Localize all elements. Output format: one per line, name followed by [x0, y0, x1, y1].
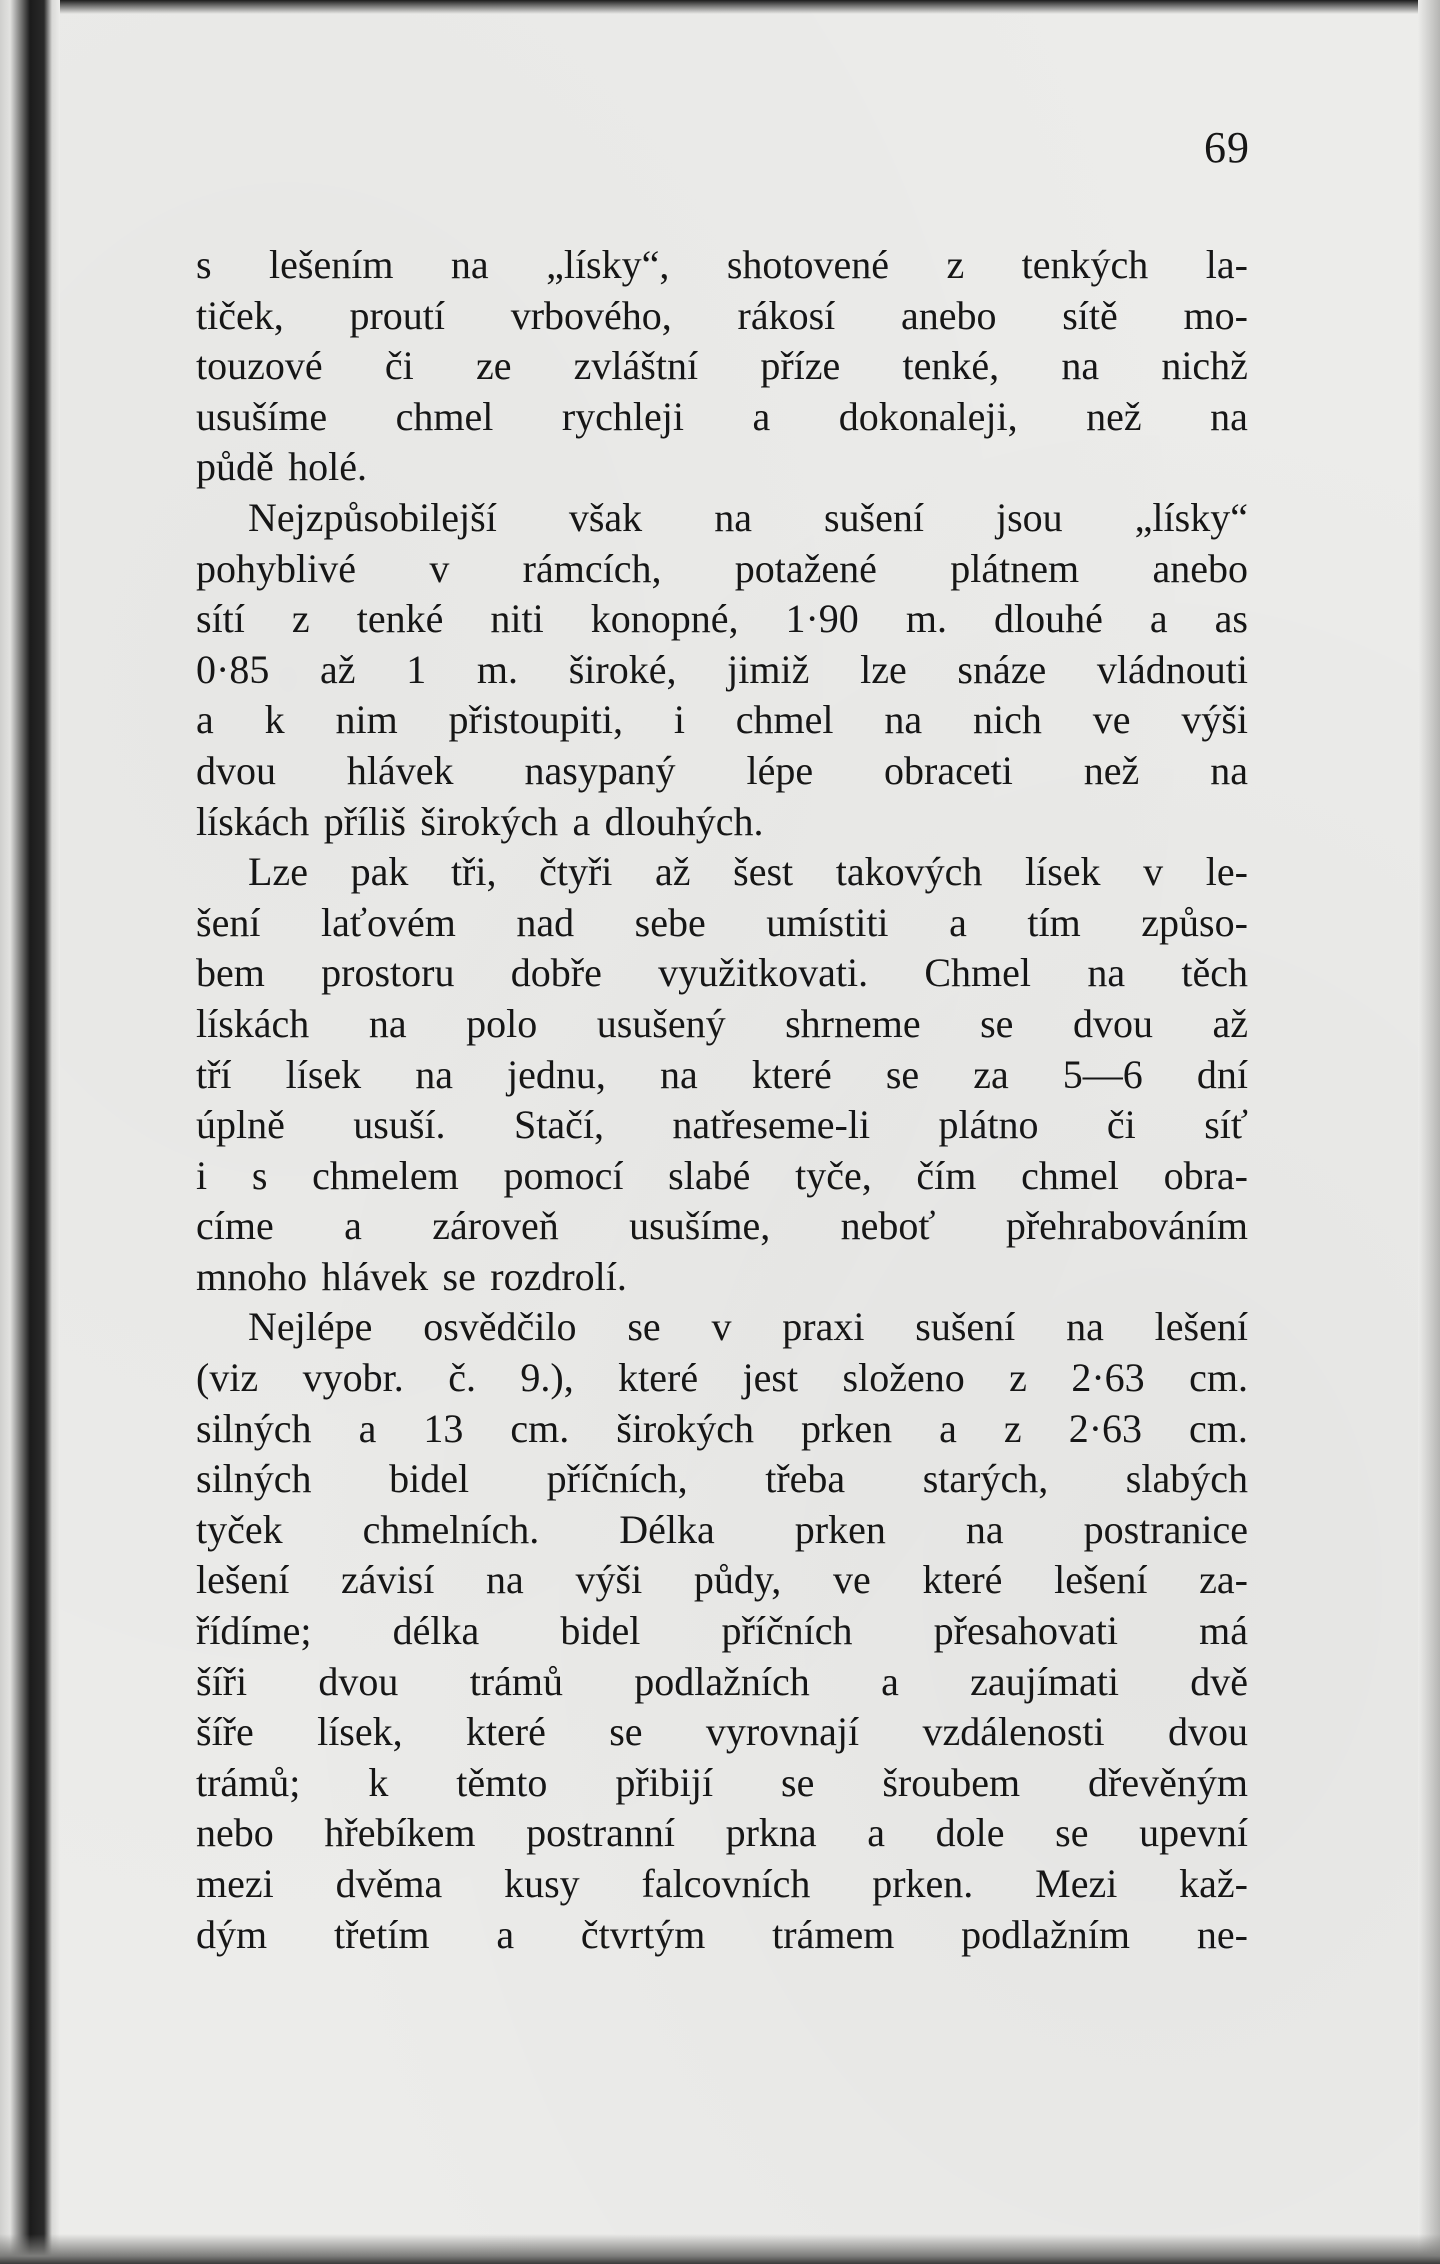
- word: Mezi: [1035, 1861, 1118, 1906]
- word: a: [939, 1405, 957, 1451]
- word: takových: [835, 849, 983, 895]
- word: nad: [516, 899, 575, 945]
- word: lze: [860, 646, 907, 692]
- word: závisí: [341, 1557, 435, 1603]
- word: dlouhých.: [604, 798, 764, 844]
- word: širokých: [420, 798, 559, 844]
- word: a: [358, 1405, 377, 1451]
- word: tenké: [356, 596, 444, 642]
- word: kaž-: [1179, 1861, 1248, 1906]
- word: címe: [196, 1203, 274, 1249]
- word: mnoho: [196, 1253, 308, 1299]
- word: niti: [490, 596, 544, 642]
- word: vyobr.: [302, 1355, 404, 1401]
- word: praxi: [782, 1304, 865, 1350]
- text-line: [196, 493, 1248, 544]
- word: cm.: [510, 1405, 570, 1451]
- word: 2·63: [1068, 1405, 1143, 1451]
- word: dvou: [1072, 1000, 1153, 1046]
- text-line: [196, 1707, 1248, 1758]
- page-top-shadow: [0, 0, 1440, 14]
- word: přistoupiti,: [448, 697, 623, 743]
- word: obra-: [1163, 1152, 1248, 1198]
- word: osvědčilo: [423, 1304, 577, 1350]
- word: složeno: [842, 1355, 965, 1401]
- word: které: [465, 1709, 546, 1755]
- word: šest: [733, 849, 794, 895]
- word: dřevěným: [1088, 1759, 1248, 1805]
- word: na: [1066, 1304, 1104, 1350]
- word: silných: [196, 1456, 312, 1502]
- word: tyček: [196, 1506, 283, 1552]
- word: č.: [448, 1355, 476, 1401]
- word: z: [1003, 1405, 1022, 1451]
- word: až: [320, 646, 356, 692]
- word: tiček,: [196, 292, 284, 338]
- word: obraceti: [884, 747, 1013, 793]
- word: (viz: [196, 1355, 259, 1401]
- word: z: [1009, 1355, 1027, 1401]
- word: Chmel: [924, 950, 1032, 996]
- word: lísek: [1024, 849, 1101, 895]
- word: 2·63: [1071, 1355, 1145, 1401]
- word: mezi: [196, 1861, 274, 1906]
- word: tři,: [450, 849, 497, 895]
- page-number: 69: [1204, 123, 1250, 172]
- word: hřebíkem: [324, 1810, 476, 1856]
- word: v: [711, 1304, 732, 1350]
- word: se: [1055, 1810, 1089, 1856]
- word: a: [752, 393, 771, 439]
- word: délka: [392, 1608, 480, 1654]
- word: dvou: [1167, 1709, 1248, 1755]
- word: proutí: [349, 292, 445, 338]
- word: cm.: [1189, 1355, 1248, 1401]
- word: rákosí: [737, 292, 836, 338]
- word: z: [946, 242, 965, 287]
- word: k: [264, 697, 285, 743]
- word: i: [673, 697, 685, 743]
- word: starých,: [922, 1456, 1049, 1502]
- text-line: [196, 544, 1248, 595]
- word: usušíme,: [629, 1203, 771, 1249]
- word: se: [980, 1000, 1014, 1046]
- word: „lísky“: [1134, 494, 1248, 540]
- word: shotovené: [726, 242, 890, 287]
- word: sítí: [196, 596, 245, 642]
- text-line: [196, 1910, 1248, 1961]
- word: podlažním: [961, 1911, 1131, 1957]
- word: příze: [760, 343, 841, 389]
- word: jimiž: [727, 646, 810, 692]
- word: zvláštní: [573, 343, 699, 389]
- word: ve: [833, 1557, 871, 1603]
- word: dlouhé: [993, 596, 1103, 642]
- word: na: [486, 1557, 524, 1603]
- body-text: [196, 240, 1248, 1960]
- word: lískách: [196, 798, 310, 844]
- word: které: [751, 1051, 832, 1097]
- word: vládnouti: [1096, 646, 1248, 692]
- word: m.: [476, 646, 519, 692]
- word: upevní: [1139, 1810, 1248, 1856]
- word: prken.: [872, 1861, 974, 1906]
- word: lešení: [1054, 1557, 1148, 1603]
- word: plátno: [938, 1102, 1039, 1148]
- text-line: [196, 1606, 1248, 1657]
- word: jest: [742, 1355, 799, 1401]
- word: výši: [1181, 697, 1248, 743]
- word: neboť: [840, 1203, 936, 1249]
- word: nich: [972, 697, 1042, 743]
- word: z: [291, 596, 310, 642]
- word: se: [627, 1304, 661, 1350]
- word: lísek: [285, 1051, 362, 1097]
- word: dole: [935, 1810, 1005, 1856]
- word: usuší.: [353, 1102, 446, 1148]
- text-line: [196, 1859, 1248, 1910]
- book-spine-edge: [0, 0, 60, 2264]
- text-line: [196, 341, 1248, 392]
- word: chmelních.: [362, 1506, 540, 1552]
- word: dní: [1196, 1051, 1248, 1097]
- word: šení: [196, 899, 261, 945]
- word: „lísky“,: [546, 242, 670, 287]
- word: bem: [196, 950, 265, 996]
- word: Stačí,: [513, 1102, 604, 1148]
- word: anebo: [1152, 545, 1248, 591]
- word: čím: [916, 1152, 977, 1198]
- word: příliš: [323, 798, 406, 844]
- word: Nejzpůsobilejší: [248, 494, 497, 540]
- word: šíře: [196, 1709, 254, 1755]
- word: 5—6: [1062, 1051, 1143, 1097]
- word: k: [368, 1759, 389, 1805]
- word: lešení: [196, 1557, 290, 1603]
- word: se: [442, 1253, 476, 1299]
- word: řídíme;: [196, 1608, 312, 1654]
- word: lešením: [269, 242, 394, 287]
- text-line: [196, 746, 1248, 797]
- word: však: [568, 494, 643, 540]
- text-line: [196, 1808, 1248, 1859]
- word: na: [659, 1051, 698, 1097]
- word: které: [922, 1557, 1003, 1603]
- word: půdě: [196, 444, 274, 490]
- word: anebo: [901, 292, 997, 338]
- word: nasypaný: [524, 747, 676, 793]
- word: touzové: [196, 343, 323, 389]
- text-line: [196, 1404, 1248, 1455]
- word: lískách: [196, 1000, 310, 1046]
- word: hlávek: [321, 1253, 429, 1299]
- text-line: [196, 1758, 1248, 1809]
- word: tím: [1027, 899, 1081, 945]
- word: třetím: [333, 1911, 430, 1957]
- word: la-: [1205, 242, 1248, 287]
- text-line: [196, 1353, 1248, 1404]
- text-line: [196, 695, 1248, 746]
- text-line: [196, 1151, 1248, 1202]
- word: bidel: [389, 1456, 470, 1502]
- word: těmto: [456, 1759, 548, 1805]
- word: falcovních: [641, 1861, 811, 1906]
- text-line: [196, 240, 1248, 291]
- word: úplně: [196, 1102, 285, 1148]
- word: se: [609, 1709, 643, 1755]
- word: trámů: [469, 1658, 563, 1704]
- word: zároveň: [432, 1203, 559, 1249]
- text-line: [196, 1201, 1248, 1252]
- word: a: [881, 1658, 899, 1704]
- word: pohyblivé: [196, 545, 356, 591]
- word: rychleji: [561, 393, 685, 439]
- word: výši: [575, 1557, 643, 1603]
- word: v: [429, 545, 450, 591]
- word: ze: [475, 343, 512, 389]
- word: či: [384, 343, 414, 389]
- word: se: [781, 1759, 815, 1805]
- word: za: [973, 1051, 1009, 1097]
- word: než: [1086, 393, 1142, 439]
- word: zaujímati: [970, 1658, 1119, 1704]
- word: má: [1199, 1608, 1248, 1654]
- word: nichž: [1161, 343, 1248, 389]
- word: natřeseme-li: [672, 1102, 871, 1148]
- word: 1·90: [785, 596, 859, 642]
- word: 1: [406, 646, 427, 692]
- page-bottom-edge: [0, 2234, 1440, 2264]
- word: prostoru: [321, 950, 455, 996]
- word: dobře: [510, 950, 602, 996]
- word: trámů;: [196, 1759, 301, 1805]
- text-line: [196, 1454, 1248, 1505]
- word: a: [196, 697, 214, 743]
- word: vrbového,: [510, 292, 672, 338]
- word: širokých: [616, 1405, 755, 1451]
- word: přesahovati: [933, 1608, 1119, 1654]
- word: dým: [196, 1911, 268, 1957]
- word: umístiti: [766, 899, 889, 945]
- word: sebe: [634, 899, 706, 945]
- text-line: [196, 1050, 1248, 1101]
- text-line: [196, 1505, 1248, 1556]
- word: a: [344, 1203, 362, 1249]
- word: a: [867, 1810, 886, 1856]
- page-right-edge: [1418, 0, 1440, 2264]
- text-line: [196, 1302, 1248, 1353]
- word: a: [949, 899, 967, 945]
- word: silných: [196, 1405, 312, 1451]
- word: usušený: [596, 1000, 726, 1046]
- word: půdy,: [693, 1557, 782, 1603]
- word: na: [1061, 343, 1100, 389]
- word: tyče,: [795, 1152, 872, 1198]
- word: na: [1210, 393, 1248, 439]
- word: a: [1149, 596, 1168, 642]
- word: jednu,: [507, 1051, 606, 1097]
- text-line: [196, 847, 1248, 898]
- word: mo-: [1183, 292, 1248, 338]
- word: pomocí: [503, 1152, 624, 1198]
- word: chmel: [395, 393, 494, 439]
- word: Nejlépe: [248, 1304, 373, 1350]
- word: as: [1214, 596, 1248, 642]
- word: holé.: [288, 444, 368, 490]
- word: či: [1106, 1102, 1136, 1148]
- word: vyrovnají: [705, 1709, 860, 1755]
- word: třeba: [765, 1456, 846, 1502]
- word: až: [1212, 1000, 1248, 1046]
- word: prken: [794, 1506, 886, 1552]
- word: sušení: [823, 494, 924, 540]
- word: nebo: [196, 1810, 274, 1856]
- word: využitkovati.: [658, 950, 869, 996]
- word: které: [618, 1355, 699, 1401]
- word: šíři: [196, 1658, 248, 1704]
- text-line: [196, 594, 1248, 645]
- word: nim: [335, 697, 398, 743]
- word: se: [885, 1051, 920, 1097]
- word: na: [368, 1000, 407, 1046]
- word: na: [1210, 747, 1248, 793]
- word: m.: [905, 596, 947, 642]
- word: čtyři: [539, 849, 613, 895]
- text-line: [196, 291, 1248, 342]
- word: 0·85: [196, 646, 270, 692]
- word: s: [251, 1152, 268, 1198]
- word: Délka: [619, 1506, 715, 1552]
- word: postranice: [1083, 1506, 1248, 1552]
- word: chmelem: [312, 1152, 459, 1198]
- word: na: [884, 697, 923, 743]
- text-line: [196, 1555, 1248, 1606]
- word: v: [1143, 849, 1164, 895]
- text-line: [196, 797, 1248, 848]
- word: jsou: [995, 494, 1063, 540]
- word: síť: [1204, 1102, 1248, 1148]
- word: na: [1087, 950, 1126, 996]
- word: a: [496, 1911, 515, 1957]
- word: podlažních: [634, 1658, 810, 1704]
- word: až: [655, 849, 691, 895]
- word: způso-: [1141, 899, 1248, 945]
- word: s: [196, 242, 212, 287]
- word: potažené: [734, 545, 877, 591]
- word: 13: [423, 1405, 464, 1451]
- word: na: [415, 1051, 453, 1097]
- word: než: [1083, 747, 1140, 793]
- word: pak: [350, 849, 409, 895]
- word: a: [572, 798, 591, 844]
- text-line: [196, 392, 1248, 443]
- word: snáze: [957, 646, 1047, 692]
- word: konopné,: [590, 596, 739, 642]
- word: ne-: [1196, 1911, 1248, 1957]
- text-line: [196, 1252, 1248, 1303]
- word: lísek,: [317, 1709, 403, 1755]
- word: příčních,: [546, 1456, 688, 1502]
- word: laťovém: [320, 899, 456, 945]
- word: sušení: [915, 1304, 1016, 1350]
- word: šroubem: [882, 1759, 1021, 1805]
- word: dvou: [318, 1658, 399, 1704]
- word: bidel: [560, 1608, 641, 1654]
- word: tenkých: [1021, 242, 1149, 287]
- word: plátnem: [950, 545, 1080, 591]
- word: rozdrolí.: [490, 1253, 627, 1299]
- word: čtvrtým: [580, 1911, 706, 1957]
- word: le-: [1205, 849, 1248, 895]
- word: polo: [466, 1000, 538, 1046]
- word: vzdálenosti: [922, 1709, 1105, 1755]
- word: prkna: [725, 1810, 817, 1856]
- word: hlávek: [346, 747, 454, 793]
- word: tenké,: [902, 343, 1000, 389]
- word: přibijí: [615, 1759, 714, 1805]
- word: dvě: [1190, 1658, 1248, 1704]
- word: slabé: [668, 1152, 751, 1198]
- word: slabých: [1125, 1456, 1248, 1502]
- word: dokonaleji,: [838, 393, 1018, 439]
- text-line: [196, 948, 1248, 999]
- word: prken: [801, 1405, 893, 1451]
- word: kusy: [504, 1861, 580, 1906]
- text-line: [196, 1100, 1248, 1151]
- word: cm.: [1189, 1405, 1248, 1451]
- word: dvěma: [335, 1861, 443, 1906]
- word: lépe: [746, 747, 814, 793]
- word: ve: [1092, 697, 1131, 743]
- word: sítě: [1062, 292, 1118, 338]
- word: i: [196, 1152, 208, 1198]
- word: 9.),: [520, 1355, 574, 1401]
- word: postranní: [526, 1810, 675, 1856]
- word: na: [450, 242, 489, 287]
- text-line: [196, 645, 1248, 696]
- word: přehrabováním: [1005, 1203, 1248, 1249]
- word: usušíme: [196, 393, 328, 439]
- word: chmel: [735, 697, 834, 743]
- text-line: [196, 999, 1248, 1050]
- word: tří: [196, 1051, 232, 1097]
- text-line: [196, 898, 1248, 949]
- word: těch: [1181, 950, 1248, 996]
- word: lešení: [1154, 1304, 1248, 1350]
- word: široké,: [568, 646, 677, 692]
- word: rámcích,: [522, 545, 662, 591]
- word: shrneme: [785, 1000, 921, 1046]
- word: na: [714, 494, 752, 540]
- word: dvou: [196, 747, 276, 793]
- word: na: [965, 1506, 1004, 1552]
- word: příčních: [721, 1608, 853, 1654]
- text-line: [196, 442, 1248, 493]
- word: trámem: [772, 1911, 895, 1957]
- text-line: [196, 1657, 1248, 1708]
- word: Lze: [248, 849, 308, 895]
- word: chmel: [1021, 1152, 1119, 1198]
- word: za-: [1199, 1557, 1248, 1603]
